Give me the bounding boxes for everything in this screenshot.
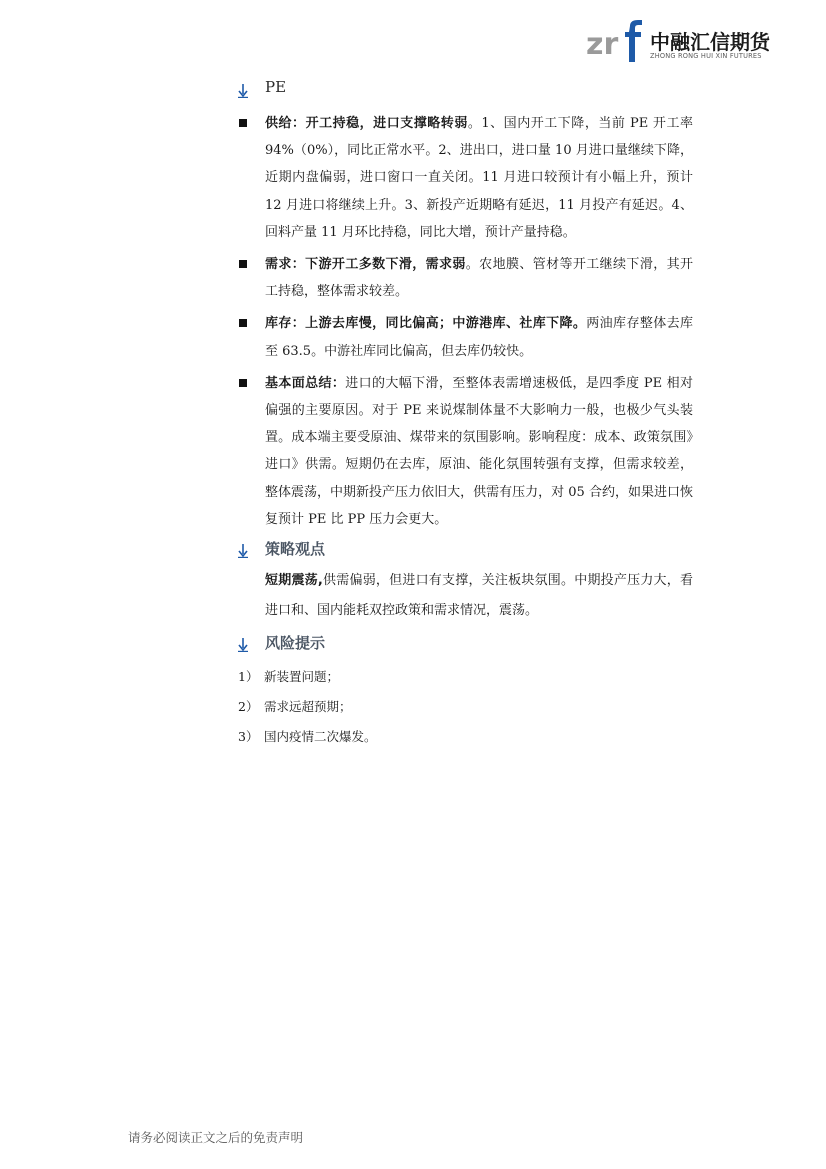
square-bullet-icon [239,379,247,387]
section-heading-risk [238,632,693,656]
footer-disclaimer: 请务必阅读正文之后的免责声明 [128,1130,304,1145]
bullet-label: 基本面总结： [265,375,346,391]
strategy-label: 短期震荡, [265,573,323,589]
section-title: PE [265,78,287,96]
square-bullet-icon [239,119,247,127]
bullet-text: 进口的大幅下滑，至整体表需增速极低，是四季度 PE 相对偏强的主要原因。对于 PE 来说煤制体量不大影响力一般，也极少气头装置。成本端主要受原油、煤带来的氛围影响。影响程度：成本、政策氛围》进口》供需。短期仍在去库，原油、能化氛围转强有支撑，但需求较差，整体震荡，中期新投产压力依旧大，供需有压力，对 05 合约，如果进口恢复预计 PE 比 PP 压力会更大。 [265,375,693,527]
list-text: 新装置问题； [264,669,340,685]
down-arrow-icon [238,638,248,652]
bullet-text: 两油库存整体去库至 63.5。中游社库同比偏高，但去库仍较快。 [265,316,693,359]
logo-english-name: ZHONG RONG HUI XIN FUTURES [650,52,762,60]
bullet-label: 库存：上游去库慢，同比偏高；中游港库、社库下降。 [265,316,587,332]
square-bullet-icon [239,260,247,268]
bullet-fundamentals-summary [238,370,693,533]
square-bullet-icon [239,319,247,327]
bullet-label: 供给：开工持稳，进口支撑略转弱 [265,116,468,131]
section-heading-pe [238,78,693,102]
bullet-inventory [238,310,693,364]
list-item [238,692,693,722]
bullet-label: 需求：下游开工多数下滑，需求弱 [265,257,466,273]
company-logo [586,18,776,64]
bullet-demand [238,251,693,305]
list-number: 2） [238,699,259,715]
strategy-paragraph [238,566,693,626]
list-number: 1） [238,669,259,685]
bullet-text: 。1、国内开工下降，当前 PE 开工率 94%（0%），同比正常水平。2、进出口，进口量 10 月进口量继续下降，近期内盘偏弱，进口窗口一直关闭。11 月进口较预计有小幅上升，预计 12 月进口将继续上升。3、新投产近期略有延迟，11 月投产有延迟。4、回料产量 11 月环比持稳，同比大增，预计产量持稳。 [265,116,693,240]
list-text: 国内疫情二次爆发。 [264,729,377,745]
logo-chinese-name: 中融汇信期货 [650,30,770,54]
section-heading-strategy [238,538,693,562]
list-item [238,662,693,692]
down-arrow-icon [238,84,248,98]
section-title: 风险提示 [265,634,326,653]
list-text: 需求远超预期； [264,699,352,715]
section-title: 策略观点 [265,540,326,559]
strategy-text: 供需偏弱，但进口有支撑，关注板块氛围。中期投产压力大，看进口和、国内能耗双控政策和需求情况，震荡。 [265,573,693,619]
bullet-text: 。农地膜、管材等开工继续下滑，其开工持稳，整体需求较差。 [265,257,693,300]
report-body [238,78,693,752]
list-item [238,722,693,752]
list-number: 3） [238,729,259,745]
down-arrow-icon [238,544,248,558]
zrf-logo-mark-icon [586,18,644,64]
risk-list [238,662,693,752]
bullet-supply [238,110,693,246]
svg-text:zr: zr [586,27,619,62]
